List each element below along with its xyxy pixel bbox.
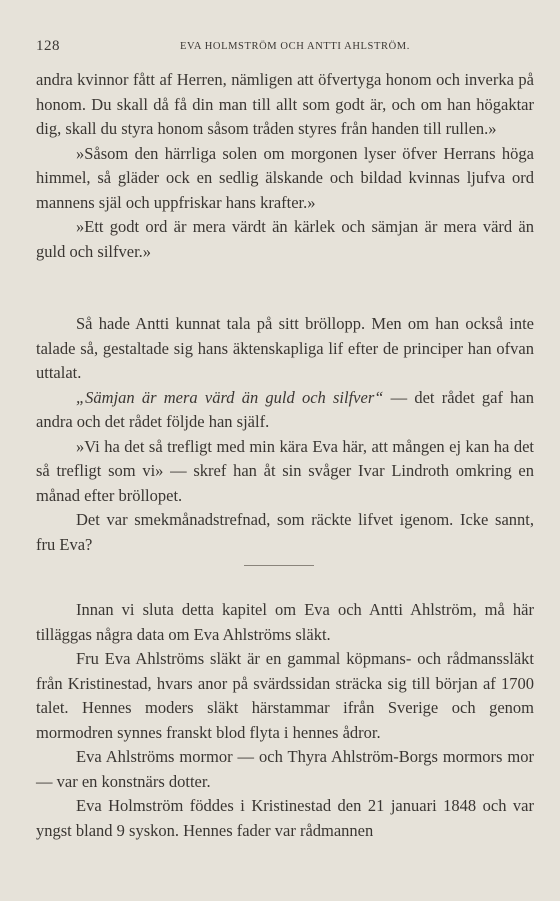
paragraph: andra kvinnor fått af Herren, nämligen att öfvertyga honom och inverka på honom. Du skall då få din man till allt som godt är, och om han högaktar dig, skall du styra honom såsom tråden styres från handen till rullen.» <box>36 70 534 138</box>
running-title: EVA HOLMSTRÖM OCH ANTTI AHLSTRÖM. <box>180 41 410 52</box>
paragraph-text: — det rådet gaf han andra och det rådet följde han själf. <box>36 387 535 431</box>
paragraph <box>36 386 534 435</box>
paragraph: Eva Holmström föddes i Kristinestad den 21 januari 1848 och var yngst bland 9 syskon. Hennes fader var rådmannen <box>36 796 534 840</box>
paragraph: Innan vi sluta detta kapitel om Eva och Antti Ahlström, må här tilläggas några data om Eva Ahlströms släkt. <box>36 600 534 644</box>
paragraph: Fru Eva Ahlströms släkt är en gammal köpmans- och rådmanssläkt från Kristinestad, hvars anor på svärdssidan sträcka sig till början af 1700 talet. Hennes moders släkt härstammar ifrån Sverige och genom mormodren synnes franskt blod flyta i hennes ådror. <box>36 649 534 742</box>
text-section-1 <box>36 68 534 264</box>
paragraph: »Såsom den härrliga solen om morgonen lyser öfver Herrans höga himmel, så gläder ock en sedlig älskande och bildad kvinnas ljufva ord mannens själ och uppfriskar hans krafter.» <box>36 143 534 212</box>
paragraph: Så hade Antti kunnat tala på sitt bröllopp. Men om han också inte talade så, gestaltade sig hans äktenskapliga lif efter de principer han ofvan uttalat. <box>36 314 534 382</box>
paragraph: »Ett godt ord är mera värdt än kärlek och sämjan är mera värd än guld och silfver.» <box>36 217 534 261</box>
paragraph: »Vi ha det så trefligt med min kära Eva här, att mången ej kan ha det så trefligt som vi» — skref han åt sin svåger Ivar Lindroth omkring en månad efter bröllopet. <box>36 436 534 505</box>
paragraph: Det var smekmånadstrefnad, som räckte lifvet igenom. Icke sannt, fru Eva? <box>36 510 534 554</box>
paragraph: Eva Ahlströms mormor — och Thyra Ahlström-Borgs mormors mor — var en konstnärs dotter. <box>36 747 534 791</box>
page-header <box>36 38 534 58</box>
text-section-2 <box>36 312 534 557</box>
text-section-3 <box>36 598 534 843</box>
quote: „Sämjan är mera värd än guld och silfver“ <box>76 387 384 407</box>
page-number: 128 <box>36 38 60 54</box>
section-divider <box>244 565 314 566</box>
